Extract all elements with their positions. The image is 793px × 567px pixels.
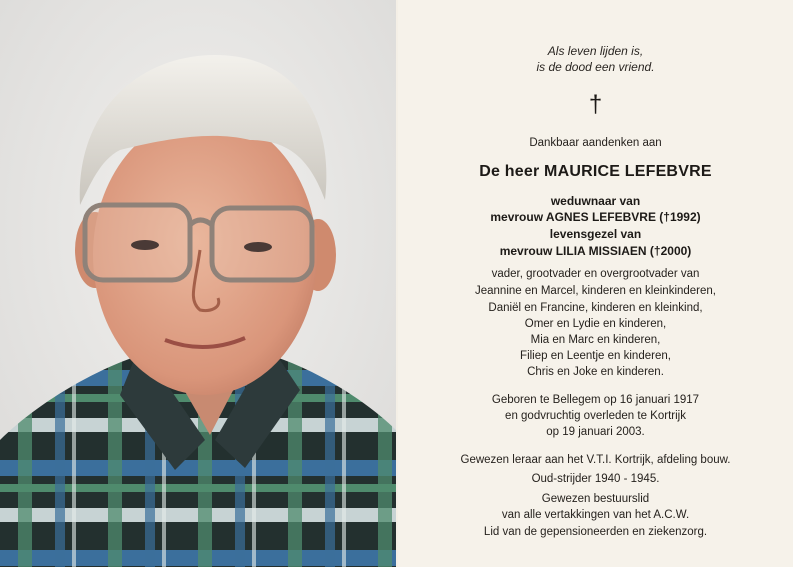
career-line-3: Gewezen bestuurslid — [541, 493, 650, 505]
relation-line-2: mevrouw AGNES LEFEBVRE (†1992) — [490, 210, 701, 224]
cross-icon: † — [588, 91, 603, 118]
dates-line-2: en godvruchtig overleden te Kortrijk — [505, 410, 686, 422]
family-line-2: Jeannine en Marcel, kinderen en kleinkinderen, — [474, 285, 716, 297]
career-line-2: Oud-strijder 1940 - 1945. — [531, 473, 660, 485]
family-line-4: Omer en Lydie en kinderen, — [524, 318, 667, 330]
career-line-1: Gewezen leraar aan het V.T.I. Kortrijk, afdeling bouw. — [460, 454, 731, 466]
portrait-illustration — [0, 0, 396, 567]
right-eye — [244, 242, 272, 252]
family-line-7: Chris en Joke en kinderen. — [527, 366, 664, 378]
motto-line-1: Als leven lijden is, — [547, 44, 644, 58]
family-line-6: Filiep en Leentje en kinderen, — [520, 350, 671, 362]
memorial-text-panel — [398, 0, 793, 567]
family-line-3: Daniël en Francine, kinderen en kleinkind, — [488, 302, 703, 314]
relation-line-3: levensgezel van — [549, 227, 642, 241]
left-eye — [131, 240, 159, 250]
intro-text: Dankbaar aandenken aan — [529, 137, 662, 149]
relation-line-1: weduwnaar van — [550, 194, 641, 208]
career-line-5: Lid van de gepensioneerden en ziekenzorg. — [483, 526, 708, 538]
family-line-1: vader, grootvader en overgrootvader van — [491, 268, 700, 280]
deceased-name: De heer MAURICE LEFEBVRE — [479, 163, 712, 180]
family-line-5: Mia en Marc en kinderen, — [530, 334, 661, 346]
portrait-photo — [0, 0, 396, 567]
relation-line-4: mevrouw LILIA MISSIAEN (†2000) — [499, 244, 692, 258]
motto-line-2: is de dood een vriend. — [536, 60, 655, 74]
dates-line-3: op 19 januari 2003. — [546, 426, 645, 438]
dates-line-1: Geboren te Bellegem op 16 januari 1917 — [491, 394, 700, 406]
career-line-4: van alle vertakkingen van het A.C.W. — [501, 509, 690, 521]
